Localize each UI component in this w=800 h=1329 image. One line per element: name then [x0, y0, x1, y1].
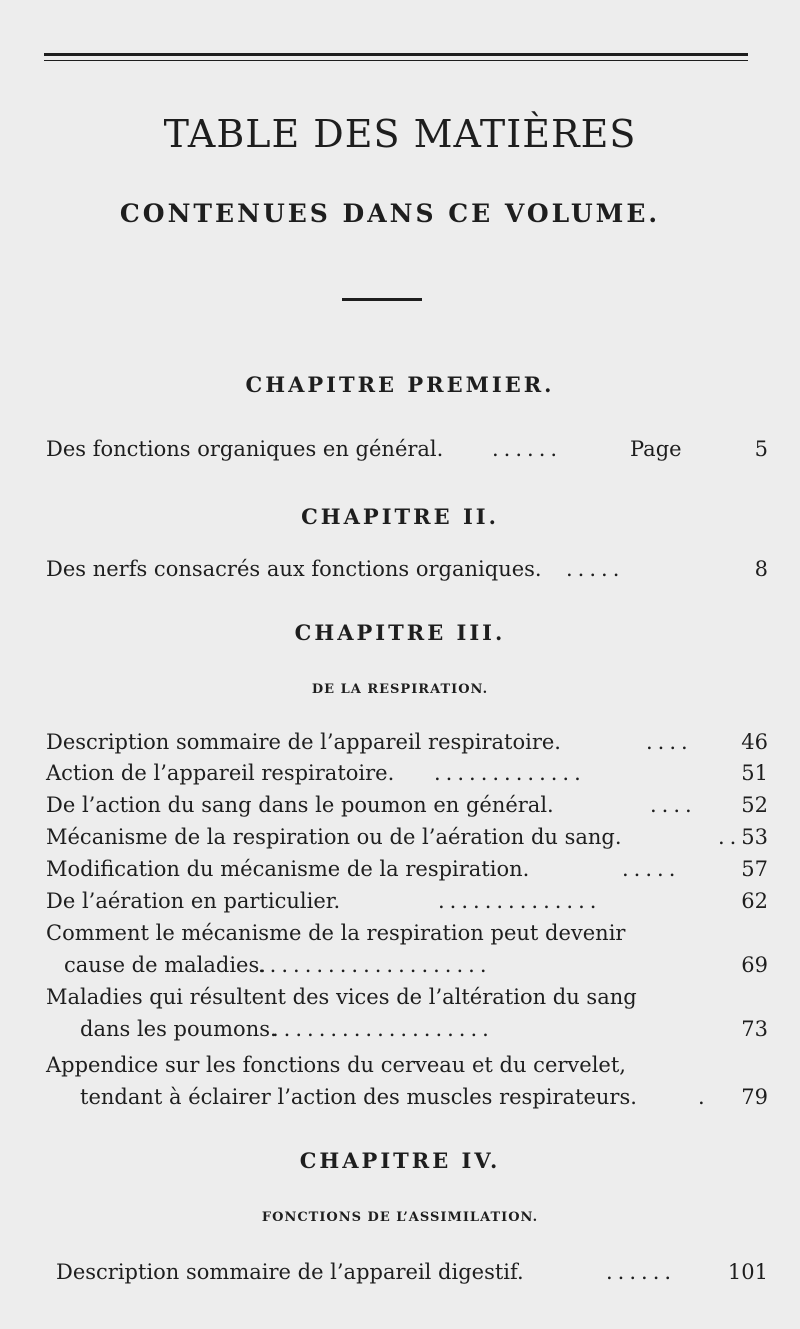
toc-entry: Modification du mécanisme de la respiration. ..... 57 [46, 857, 768, 881]
page-number: 62 [741, 889, 768, 913]
toc-entry: Des nerfs consacrés aux fonctions organiques. ..... 8 [46, 557, 768, 581]
page-title: TABLE DES MATIÈRES [163, 112, 637, 156]
top-rule [44, 53, 748, 56]
toc-entry: Maladies qui résultent des vices de l’altération du sang [46, 985, 637, 1009]
toc-entry: Description sommaire de l’appareil digestif. ...... 101 [56, 1260, 768, 1284]
toc-entry-continued: cause de maladies. .................... 69 [64, 953, 768, 977]
page-number: 8 [754, 557, 768, 581]
toc-entry-continued: tendant à éclairer l’action des muscles respirateurs. . 79 [80, 1085, 768, 1109]
page-number: 51 [741, 761, 768, 785]
top-rule-thin [44, 60, 748, 61]
page-number: 69 [741, 953, 768, 977]
toc-entry: Mécanisme de la respiration ou de l’aération du sang. .. 53 [46, 825, 768, 849]
toc-entry: Des fonctions organiques en général. ...... Page 5 [46, 437, 768, 461]
page-subtitle: CONTENUES DANS CE VOLUME. [119, 199, 661, 228]
chapter-subheading-4: FONCTIONS DE L’ASSIMILATION. [261, 1210, 539, 1225]
chapter-heading-4: CHAPITRE IV. [299, 1148, 501, 1173]
toc-entry: Comment le mécanisme de la respiration peut devenir [46, 921, 626, 945]
page-number: 79 [741, 1085, 768, 1109]
page-number: 57 [741, 857, 768, 881]
title-divider [342, 298, 422, 301]
chapter-heading-3: CHAPITRE III. [294, 620, 506, 645]
toc-entry-continued: dans les poumons. ................... 73 [80, 1017, 768, 1041]
chapter-heading-2: CHAPITRE II. [301, 504, 499, 529]
page-number: 46 [741, 730, 768, 754]
toc-entry: Appendice sur les fonctions du cerveau et du cervelet, [46, 1053, 626, 1077]
toc-entry: Action de l’appareil respiratoire. ............. 51 [46, 761, 768, 785]
page-number: 52 [741, 793, 768, 817]
chapter-subheading-3: DE LA RESPIRATION. [311, 682, 489, 697]
page-number: 53 [741, 825, 768, 849]
page-number: 73 [741, 1017, 768, 1041]
toc-entry: Description sommaire de l’appareil respiratoire. .... 46 [46, 730, 768, 754]
page-number: 5 [754, 437, 768, 461]
toc-entry: De l’aération en particulier. .............. 62 [46, 889, 768, 913]
page-number: 101 [727, 1260, 768, 1284]
chapter-heading-1: CHAPITRE PREMIER. [245, 372, 555, 397]
toc-entry: De l’action du sang dans le poumon en général. .... 52 [46, 793, 768, 817]
